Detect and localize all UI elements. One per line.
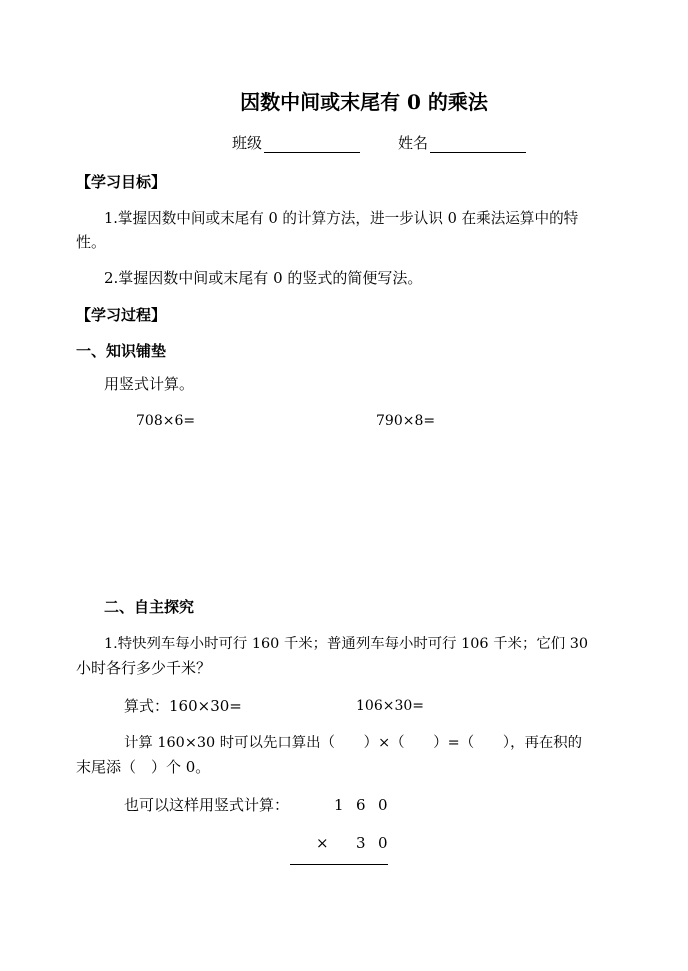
vertical-calc-rule [290, 864, 388, 865]
problem-line1: 1.特快列车每小时可行 160 千米；普通列车每小时可行 106 千米；它们 30 [104, 636, 589, 652]
hint-line1: 计算 160×30 时可以先口算出（ ）×（ ）=（ ），再在积的 [124, 735, 583, 751]
hint-line2: 末尾添（ ）个 0。 [76, 758, 211, 776]
problem-line2: 小时各行多少千米？ [76, 659, 212, 677]
process-heading: 【学习过程】 [76, 306, 167, 324]
expression-708x6: 708×6= [136, 413, 196, 429]
name-blank [430, 136, 526, 153]
class-blank [264, 136, 360, 153]
name-label: 姓名 [398, 134, 429, 152]
expression-790x8: 790×8= [376, 413, 436, 429]
vertical-row1-digit1: 1 [334, 796, 344, 814]
class-field [232, 133, 360, 153]
vertical-row2-digit2: 0 [378, 834, 388, 852]
vertical-row1-digit2: 6 [356, 796, 366, 814]
name-field [398, 133, 526, 153]
vertical-row1-digit3: 0 [378, 796, 388, 814]
section1-heading: 一、知识铺垫 [76, 342, 167, 360]
vertical-label: 也可以这样用竖式计算： [124, 796, 290, 814]
vertical-row2-times: × [316, 834, 329, 852]
objective-1-line1: 1.掌握因数中间或末尾有 0 的计算方法，进一步认识 0 在乘法运算中的特 [104, 210, 579, 227]
class-label: 班级 [232, 134, 263, 152]
formula-106x30: 106×30= [356, 698, 424, 714]
page-title: 因数中间或末尾有 0 的乘法 [240, 90, 488, 114]
section2-heading: 二、自主探究 [104, 598, 195, 616]
section1-instruction: 用竖式计算。 [104, 375, 195, 393]
objective-1-line2: 性。 [76, 233, 107, 251]
objective-2: 2.掌握因数中间或末尾有 0 的竖式的简便写法。 [104, 269, 423, 287]
objectives-heading: 【学习目标】 [76, 173, 167, 191]
formula-160x30: 算式：160×30= [124, 697, 242, 715]
vertical-row2-digit1: 3 [356, 834, 366, 852]
